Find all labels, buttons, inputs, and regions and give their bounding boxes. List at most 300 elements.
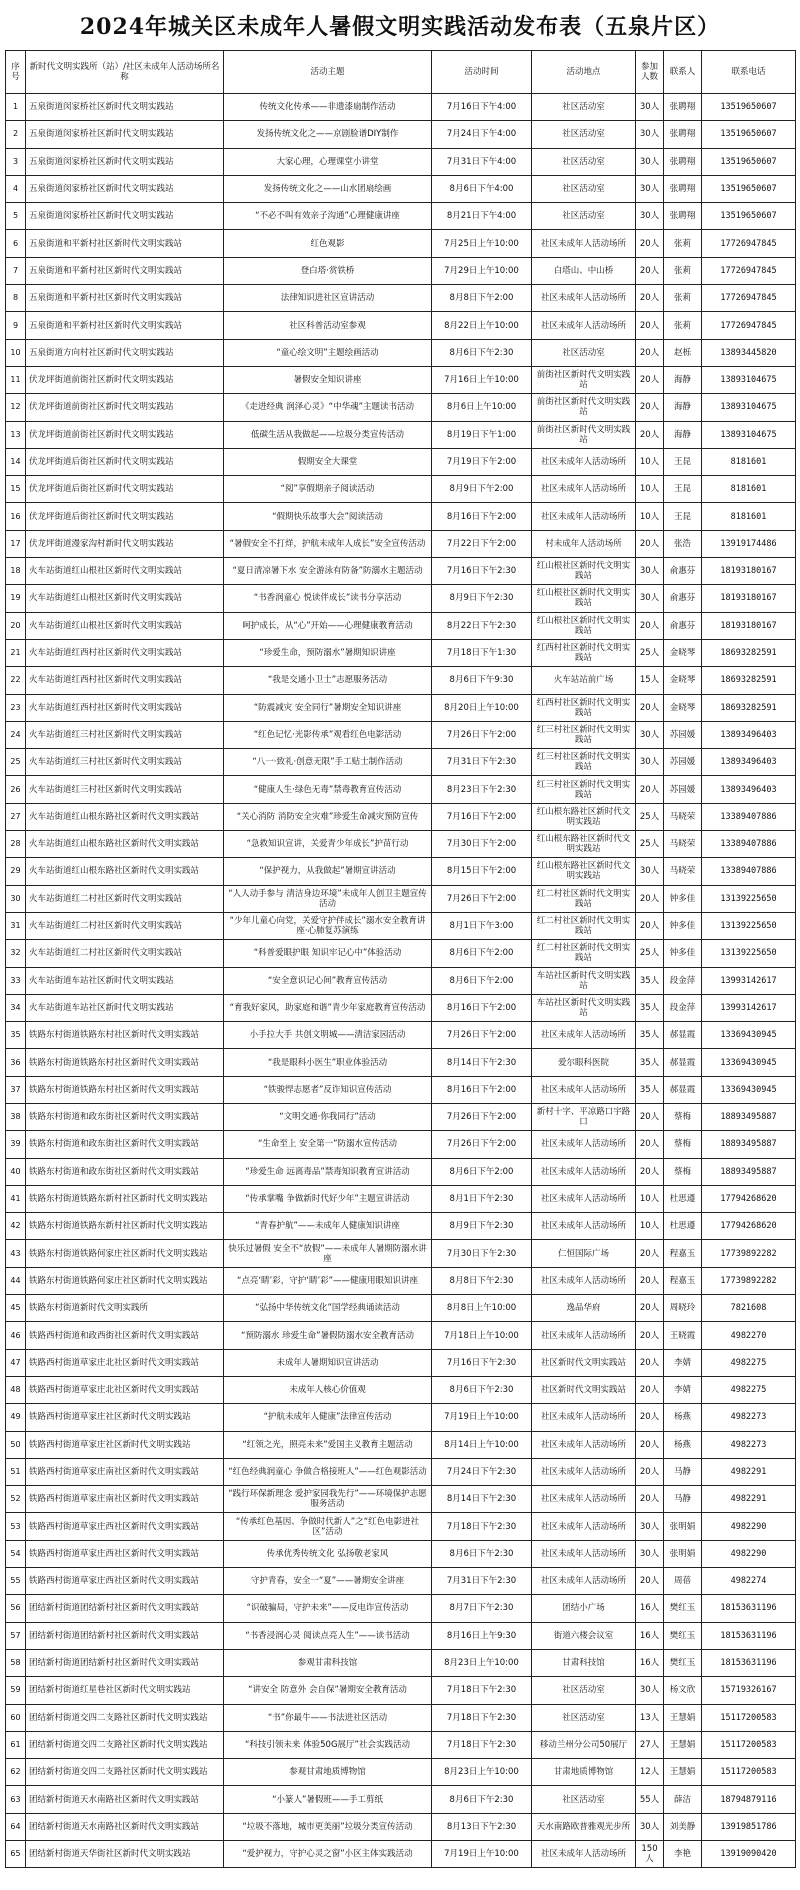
cell-contact: 马静	[664, 1458, 702, 1485]
table-row	[6, 203, 796, 230]
table-row	[6, 448, 796, 475]
cell-location: 社区未成年人活动场所	[532, 1267, 636, 1294]
cell-location: 社区未成年人活动场所	[532, 1076, 636, 1103]
cell-theme: 法律知识进社区宣讲活动	[224, 285, 432, 312]
cell-index: 32	[6, 940, 26, 967]
cell-theme: “育我好家风，助家庭和谐”青少年家庭教育宣传活动	[224, 994, 432, 1021]
cell-participants: 30人	[636, 1813, 664, 1840]
cell-index: 34	[6, 994, 26, 1021]
cell-location: 社区活动室	[532, 339, 636, 366]
cell-venue: 五泉街道和平新村社区新时代文明实践站	[26, 285, 224, 312]
cell-location: 红西村社区新时代文明实践站	[532, 639, 636, 666]
cell-time: 7月26日下午2:00	[432, 1103, 532, 1130]
cell-participants: 25人	[636, 940, 664, 967]
cell-contact: 程嘉玉	[664, 1267, 702, 1294]
cell-phone: 18193180167	[702, 612, 796, 639]
cell-time: 7月24日下午2:30	[432, 1458, 532, 1485]
cell-participants: 20人	[636, 1267, 664, 1294]
cell-contact: 张莉	[664, 230, 702, 257]
cell-time: 7月18日下午2:30	[432, 1677, 532, 1704]
cell-theme: “少年儿童心向党，关爱守护伴成长”溺水安全教育讲座·心肺复苏演练	[224, 912, 432, 939]
cell-phone: 17726947845	[702, 312, 796, 339]
header-venue: 新时代文明实践所（站）/社区未成年人活动场所名称	[26, 51, 224, 94]
cell-contact: 金晓琴	[664, 694, 702, 721]
table-row	[6, 1158, 796, 1185]
cell-location: 社区新时代文明实践站	[532, 1349, 636, 1376]
cell-theme: “防震减灾 安全同行”暑期安全知识讲座	[224, 694, 432, 721]
cell-time: 7月26日下午2:00	[432, 885, 532, 912]
cell-index: 24	[6, 721, 26, 748]
cell-contact: 薛洁	[664, 1786, 702, 1813]
cell-index: 25	[6, 749, 26, 776]
cell-index: 62	[6, 1759, 26, 1786]
cell-participants: 15人	[636, 667, 664, 694]
cell-location: 社区未成年人活动场所	[532, 1458, 636, 1485]
cell-venue: 五泉街道闵家桥社区新时代文明实践站	[26, 175, 224, 202]
table-row	[6, 312, 796, 339]
cell-contact: 段金萍	[664, 967, 702, 994]
cell-venue: 铁路东村街道新时代文明实践所	[26, 1295, 224, 1322]
cell-theme: “保护视力，从我做起”暑期宣讲活动	[224, 858, 432, 885]
cell-venue: 铁路东村街道铁路何家庄社区新时代文明实践站	[26, 1267, 224, 1294]
cell-participants: 20人	[636, 1131, 664, 1158]
cell-venue: 团结新村街道天华街社区新时代文明实践站	[26, 1841, 224, 1868]
cell-participants: 35人	[636, 994, 664, 1021]
cell-participants: 35人	[636, 967, 664, 994]
cell-index: 28	[6, 831, 26, 858]
table-row	[6, 1786, 796, 1813]
cell-phone: 15117200583	[702, 1759, 796, 1786]
cell-time: 8月9日下午2:30	[432, 585, 532, 612]
cell-index: 27	[6, 803, 26, 830]
cell-phone: 17794268620	[702, 1185, 796, 1212]
cell-theme: 《走进经典 润泽心灵》“中华魂”主题读书活动	[224, 394, 432, 421]
cell-time: 8月16日下午2:00	[432, 503, 532, 530]
cell-time: 8月14日下午2:30	[432, 1049, 532, 1076]
cell-time: 7月29日上午10:00	[432, 257, 532, 284]
cell-phone: 13893496403	[702, 749, 796, 776]
cell-location: 红山根东路社区新时代文明实践站	[532, 858, 636, 885]
cell-contact: 张聘翔	[664, 121, 702, 148]
table-row	[6, 1103, 796, 1130]
cell-participants: 10人	[636, 476, 664, 503]
cell-contact: 樊红玉	[664, 1649, 702, 1676]
cell-theme: “八一·致礼·创意无限”手工贴士制作活动	[224, 749, 432, 776]
cell-participants: 20人	[636, 366, 664, 393]
cell-time: 8月6日下午2:00	[432, 1158, 532, 1185]
table-row	[6, 503, 796, 530]
cell-contact: 钟多佳	[664, 885, 702, 912]
cell-theme: “安全意识记心间”教育宣传活动	[224, 967, 432, 994]
cell-phone: 4982273	[702, 1431, 796, 1458]
cell-time: 7月24日下午4:00	[432, 121, 532, 148]
cell-participants: 10人	[636, 1213, 664, 1240]
cell-time: 7月30日下午2:00	[432, 831, 532, 858]
cell-contact: 蔡梅	[664, 1131, 702, 1158]
cell-time: 8月8日上午10:00	[432, 1295, 532, 1322]
table-row	[6, 366, 796, 393]
cell-index: 48	[6, 1376, 26, 1403]
cell-participants: 20人	[636, 1486, 664, 1513]
cell-theme: “珍爱生命 远离毒品”禁毒知识教育宣讲活动	[224, 1158, 432, 1185]
cell-index: 42	[6, 1213, 26, 1240]
cell-participants: 20人	[636, 1322, 664, 1349]
cell-participants: 35人	[636, 1049, 664, 1076]
cell-time: 8月21日下午4:00	[432, 203, 532, 230]
cell-phone: 13139225650	[702, 940, 796, 967]
table-header	[6, 51, 796, 94]
table-row	[6, 1267, 796, 1294]
cell-participants: 13人	[636, 1704, 664, 1731]
cell-participants: 30人	[636, 175, 664, 202]
header-contact: 联系人	[664, 51, 702, 94]
cell-theme: 未成年人暑期知识宣讲活动	[224, 1349, 432, 1376]
table-row	[6, 1049, 796, 1076]
header-location: 活动地点	[532, 51, 636, 94]
cell-index: 58	[6, 1649, 26, 1676]
cell-theme: “不必不叫有效亲子沟通”心理健康讲座	[224, 203, 432, 230]
cell-theme: “传承红色基因、争做时代新人”之“红色电影进社区”活动	[224, 1513, 432, 1540]
cell-index: 40	[6, 1158, 26, 1185]
cell-venue: 火车站街道红二村社区新时代文明实践站	[26, 912, 224, 939]
cell-index: 1	[6, 94, 26, 121]
cell-venue: 火车站街道红山根社区新时代文明实践站	[26, 585, 224, 612]
cell-participants: 35人	[636, 1022, 664, 1049]
cell-participants: 20人	[636, 1103, 664, 1130]
cell-participants: 30人	[636, 1540, 664, 1567]
cell-participants: 12人	[636, 1759, 664, 1786]
cell-location: 社区未成年人活动场所	[532, 1158, 636, 1185]
cell-venue: 五泉街道闵家桥社区新时代文明实践站	[26, 94, 224, 121]
cell-participants: 30人	[636, 1513, 664, 1540]
cell-participants: 20人	[636, 530, 664, 557]
cell-venue: 火车站街道红山根东路社区新时代文明实践站	[26, 803, 224, 830]
cell-index: 54	[6, 1540, 26, 1567]
cell-theme: 红色观影	[224, 230, 432, 257]
cell-time: 8月16日上午9:30	[432, 1622, 532, 1649]
cell-index: 6	[6, 230, 26, 257]
cell-contact: 王昆	[664, 448, 702, 475]
cell-phone: 18153631196	[702, 1649, 796, 1676]
cell-phone: 17739892282	[702, 1240, 796, 1267]
cell-location: 甘肃地质博物馆	[532, 1759, 636, 1786]
cell-theme: “人人动手参与 清洁身边环境”未成年人创卫主题宣传活动	[224, 885, 432, 912]
cell-theme: “生命至上 安全第一”防溺水宣传活动	[224, 1131, 432, 1158]
cell-phone: 17726947845	[702, 257, 796, 284]
cell-phone: 4982291	[702, 1486, 796, 1513]
cell-participants: 20人	[636, 312, 664, 339]
cell-venue: 团结新村街道天水南路社区新时代文明实践站	[26, 1786, 224, 1813]
cell-time: 7月16日下午2:00	[432, 803, 532, 830]
header-time: 活动时间	[432, 51, 532, 94]
table-row	[6, 94, 796, 121]
cell-location: 社区活动室	[532, 203, 636, 230]
cell-location: 社区未成年人活动场所	[532, 1568, 636, 1595]
cell-location: 白塔山、中山桥	[532, 257, 636, 284]
table-row	[6, 612, 796, 639]
cell-index: 56	[6, 1595, 26, 1622]
cell-index: 60	[6, 1704, 26, 1731]
table-row	[6, 175, 796, 202]
cell-theme: 低碳生活从我做起——垃圾分类宣传活动	[224, 421, 432, 448]
cell-participants: 30人	[636, 585, 664, 612]
cell-location: 前街社区新时代文明实践站	[532, 394, 636, 421]
cell-phone: 17726947845	[702, 285, 796, 312]
cell-phone: 17726947845	[702, 230, 796, 257]
cell-venue: 铁路西村街道草家庄西社区新时代文明实践站	[26, 1568, 224, 1595]
cell-phone: 13389407886	[702, 803, 796, 830]
cell-theme: “青春护航”——未成年人健康知识讲座	[224, 1213, 432, 1240]
cell-venue: 团结新村街道交四二支路社区新时代文明实践站	[26, 1704, 224, 1731]
cell-venue: 铁路东村街道铁路东村社区新时代文明实践站	[26, 1076, 224, 1103]
cell-venue: 五泉街道方向村社区新时代文明实践站	[26, 339, 224, 366]
cell-time: 7月18日下午1:30	[432, 639, 532, 666]
table-row	[6, 1731, 796, 1758]
cell-contact: 王昆	[664, 476, 702, 503]
cell-location: 社区未成年人活动场所	[532, 1540, 636, 1567]
header-row	[6, 51, 796, 94]
cell-phone: 7821608	[702, 1295, 796, 1322]
cell-contact: 王慧娟	[664, 1731, 702, 1758]
cell-phone: 13893104675	[702, 366, 796, 393]
table-row	[6, 858, 796, 885]
cell-phone: 18693282591	[702, 667, 796, 694]
cell-time: 7月18日下午2:30	[432, 1731, 532, 1758]
cell-location: 社区未成年人活动场所	[532, 1513, 636, 1540]
cell-phone: 8181601	[702, 476, 796, 503]
cell-phone: 17739892282	[702, 1267, 796, 1294]
cell-phone: 4982275	[702, 1349, 796, 1376]
cell-index: 5	[6, 203, 26, 230]
cell-time: 8月14日下午2:30	[432, 1486, 532, 1513]
cell-venue: 火车站街道车站社区新时代文明实践站	[26, 967, 224, 994]
table-row	[6, 1240, 796, 1267]
cell-contact: 金晓琴	[664, 639, 702, 666]
table-row	[6, 749, 796, 776]
cell-theme: “我是眼科小医生”职业体验活动	[224, 1049, 432, 1076]
cell-participants: 20人	[636, 776, 664, 803]
cell-phone: 18193180167	[702, 585, 796, 612]
cell-time: 7月16日下午2:30	[432, 1349, 532, 1376]
cell-participants: 20人	[636, 694, 664, 721]
cell-time: 8月19日下午1:00	[432, 421, 532, 448]
cell-location: 天水南路欧普雅观光步所	[532, 1813, 636, 1840]
table-row	[6, 530, 796, 557]
cell-participants: 16人	[636, 1595, 664, 1622]
cell-phone: 13919090420	[702, 1841, 796, 1868]
cell-contact: 海静	[664, 394, 702, 421]
cell-theme: “护航未成年人健康”法律宣传活动	[224, 1404, 432, 1431]
cell-time: 7月18日下午2:30	[432, 1513, 532, 1540]
table-row	[6, 121, 796, 148]
cell-participants: 20人	[636, 421, 664, 448]
cell-contact: 苏园媛	[664, 749, 702, 776]
cell-time: 8月6日下午2:00	[432, 967, 532, 994]
table-row	[6, 1322, 796, 1349]
cell-location: 红三村社区新时代文明实践站	[532, 776, 636, 803]
cell-theme: 发扬传统文化之——山水团扇绘画	[224, 175, 432, 202]
cell-venue: 铁路东村街道铁路东村社区新时代文明实践站	[26, 1022, 224, 1049]
cell-theme: “暑假安全不打烊，护航未成年人成长”安全宣传活动	[224, 530, 432, 557]
cell-venue: 火车站街道红西村社区新时代文明实践站	[26, 694, 224, 721]
cell-location: 新村十字、平凉路口宇路口	[532, 1103, 636, 1130]
table-row	[6, 1404, 796, 1431]
cell-contact: 海静	[664, 366, 702, 393]
cell-phone: 13139225650	[702, 912, 796, 939]
cell-phone: 13893496403	[702, 776, 796, 803]
cell-phone: 4982274	[702, 1568, 796, 1595]
cell-phone: 4982290	[702, 1540, 796, 1567]
cell-theme: 大家心理，心理课堂小讲堂	[224, 148, 432, 175]
cell-theme: “铁骏悍志愿者”反诈知识宣传活动	[224, 1076, 432, 1103]
cell-contact: 苏园媛	[664, 721, 702, 748]
cell-index: 3	[6, 148, 26, 175]
cell-index: 23	[6, 694, 26, 721]
cell-time: 8月6日下午9:30	[432, 667, 532, 694]
cell-contact: 段金萍	[664, 994, 702, 1021]
cell-index: 49	[6, 1404, 26, 1431]
cell-contact: 钟多佳	[664, 912, 702, 939]
cell-theme: 登白塔·赏铁桥	[224, 257, 432, 284]
cell-time: 8月15日下午2:00	[432, 858, 532, 885]
cell-location: 社区新时代文明实践站	[532, 1376, 636, 1403]
cell-contact: 马静	[664, 1486, 702, 1513]
cell-index: 37	[6, 1076, 26, 1103]
cell-venue: 五泉街道闵家桥社区新时代文明实践站	[26, 121, 224, 148]
cell-venue: 五泉街道闵家桥社区新时代文明实践站	[26, 203, 224, 230]
table-row	[6, 230, 796, 257]
cell-index: 21	[6, 639, 26, 666]
cell-index: 55	[6, 1568, 26, 1595]
cell-venue: 铁路西村街道草家庄社区新时代文明实践站	[26, 1404, 224, 1431]
cell-time: 7月16日上午10:00	[432, 366, 532, 393]
cell-participants: 20人	[636, 1295, 664, 1322]
table-row	[6, 558, 796, 585]
cell-contact: 苏园媛	[664, 776, 702, 803]
cell-theme: “红色经典润童心 争做合格接班人”——红色观影活动	[224, 1458, 432, 1485]
cell-participants: 20人	[636, 1458, 664, 1485]
cell-theme: “红色记忆·光影传承”观看红色电影活动	[224, 721, 432, 748]
cell-participants: 20人	[636, 257, 664, 284]
cell-theme: “讲安全 防意外 会自保”暑期安全教育活动	[224, 1677, 432, 1704]
cell-theme: “文明交通·你我同行”活动	[224, 1103, 432, 1130]
cell-contact: 杜思遵	[664, 1213, 702, 1240]
header-participants: 参加人数	[636, 51, 664, 94]
table-row	[6, 257, 796, 284]
cell-phone: 13919851786	[702, 1813, 796, 1840]
cell-participants: 30人	[636, 749, 664, 776]
cell-time: 7月26日下午2:00	[432, 721, 532, 748]
cell-theme: 社区科普活动室参观	[224, 312, 432, 339]
cell-venue: 火车站街道红西村社区新时代文明实践站	[26, 639, 224, 666]
cell-theme: 参观甘肃科技馆	[224, 1649, 432, 1676]
cell-phone: 17794268620	[702, 1213, 796, 1240]
table-row	[6, 639, 796, 666]
cell-contact: 蔡梅	[664, 1103, 702, 1130]
cell-time: 7月31日下午2:30	[432, 749, 532, 776]
cell-location: 红二村社区新时代文明实践站	[532, 912, 636, 939]
cell-location: 爱尔眼科医院	[532, 1049, 636, 1076]
cell-location: 社区活动室	[532, 1677, 636, 1704]
table-row	[6, 148, 796, 175]
cell-venue: 火车站街道红三村社区新时代文明实践站	[26, 721, 224, 748]
cell-venue: 团结新村街道交四二支路社区新时代文明实践站	[26, 1759, 224, 1786]
cell-contact: 俞惠芬	[664, 612, 702, 639]
cell-time: 8月6日下午2:30	[432, 1786, 532, 1813]
cell-contact: 杨文欣	[664, 1677, 702, 1704]
cell-phone: 13893445820	[702, 339, 796, 366]
table-row	[6, 1649, 796, 1676]
cell-participants: 20人	[636, 885, 664, 912]
cell-index: 16	[6, 503, 26, 530]
cell-time: 7月18日下午2:30	[432, 1704, 532, 1731]
cell-phone: 13389407886	[702, 858, 796, 885]
cell-contact: 周蓓	[664, 1568, 702, 1595]
cell-contact: 王慧娟	[664, 1759, 702, 1786]
cell-location: 甘肃科技馆	[532, 1649, 636, 1676]
cell-participants: 10人	[636, 1185, 664, 1212]
cell-contact: 樊红玉	[664, 1622, 702, 1649]
table-row	[6, 476, 796, 503]
cell-venue: 铁路西村街道草家庄南社区新时代文明实践站	[26, 1486, 224, 1513]
cell-index: 9	[6, 312, 26, 339]
cell-venue: 铁路东村街道铁路何家庄社区新时代文明实践站	[26, 1240, 224, 1267]
cell-phone: 13893104675	[702, 421, 796, 448]
cell-participants: 20人	[636, 1158, 664, 1185]
cell-participants: 55人	[636, 1786, 664, 1813]
cell-location: 红三村社区新时代文明实践站	[532, 721, 636, 748]
table-row	[6, 1349, 796, 1376]
cell-participants: 30人	[636, 558, 664, 585]
table-row	[6, 1513, 796, 1540]
cell-venue: 火车站街道红山根东路社区新时代文明实践站	[26, 858, 224, 885]
cell-participants: 20人	[636, 394, 664, 421]
cell-venue: 铁路西村街道草家庄北社区新时代文明实践站	[26, 1349, 224, 1376]
cell-index: 51	[6, 1458, 26, 1485]
table-row	[6, 831, 796, 858]
cell-theme: “健康人生·绿色无毒”禁毒教育宣传活动	[224, 776, 432, 803]
table-row	[6, 1431, 796, 1458]
cell-location: 社区活动室	[532, 94, 636, 121]
cell-index: 59	[6, 1677, 26, 1704]
cell-phone: 18893495887	[702, 1158, 796, 1185]
cell-contact: 张聘翔	[664, 94, 702, 121]
cell-venue: 火车站街道车站社区新时代文明实践站	[26, 994, 224, 1021]
cell-contact: 金晓琴	[664, 667, 702, 694]
cell-phone: 13893104675	[702, 394, 796, 421]
cell-index: 13	[6, 421, 26, 448]
cell-venue: 团结新村街道团结新村社区新时代文明实践站	[26, 1649, 224, 1676]
cell-contact: 张浩	[664, 530, 702, 557]
cell-contact: 杨燕	[664, 1431, 702, 1458]
cell-participants: 30人	[636, 721, 664, 748]
cell-theme: “科普爱眼护眼 知识牢记心中”体验活动	[224, 940, 432, 967]
cell-time: 7月31日下午2:30	[432, 1568, 532, 1595]
cell-index: 45	[6, 1295, 26, 1322]
cell-venue: 铁路东村街道和政东街社区新时代文明实践站	[26, 1158, 224, 1185]
cell-venue: 火车站街道红山根社区新时代文明实践站	[26, 558, 224, 585]
cell-index: 44	[6, 1267, 26, 1294]
table-row	[6, 912, 796, 939]
cell-theme: “夏日清凉暑下水 安全游泳有防备”防溺水主题活动	[224, 558, 432, 585]
cell-time: 8月20日上午10:00	[432, 694, 532, 721]
cell-location: 社区未成年人活动场所	[532, 1185, 636, 1212]
cell-contact: 郝显霞	[664, 1049, 702, 1076]
cell-venue: 铁路西村街道草家庄北社区新时代文明实践站	[26, 1376, 224, 1403]
cell-time: 8月6日上午10:00	[432, 394, 532, 421]
table-row	[6, 1595, 796, 1622]
cell-theme: 快乐过暑假 安全不“放假”——未成年人暑期防溺水讲座	[224, 1240, 432, 1267]
